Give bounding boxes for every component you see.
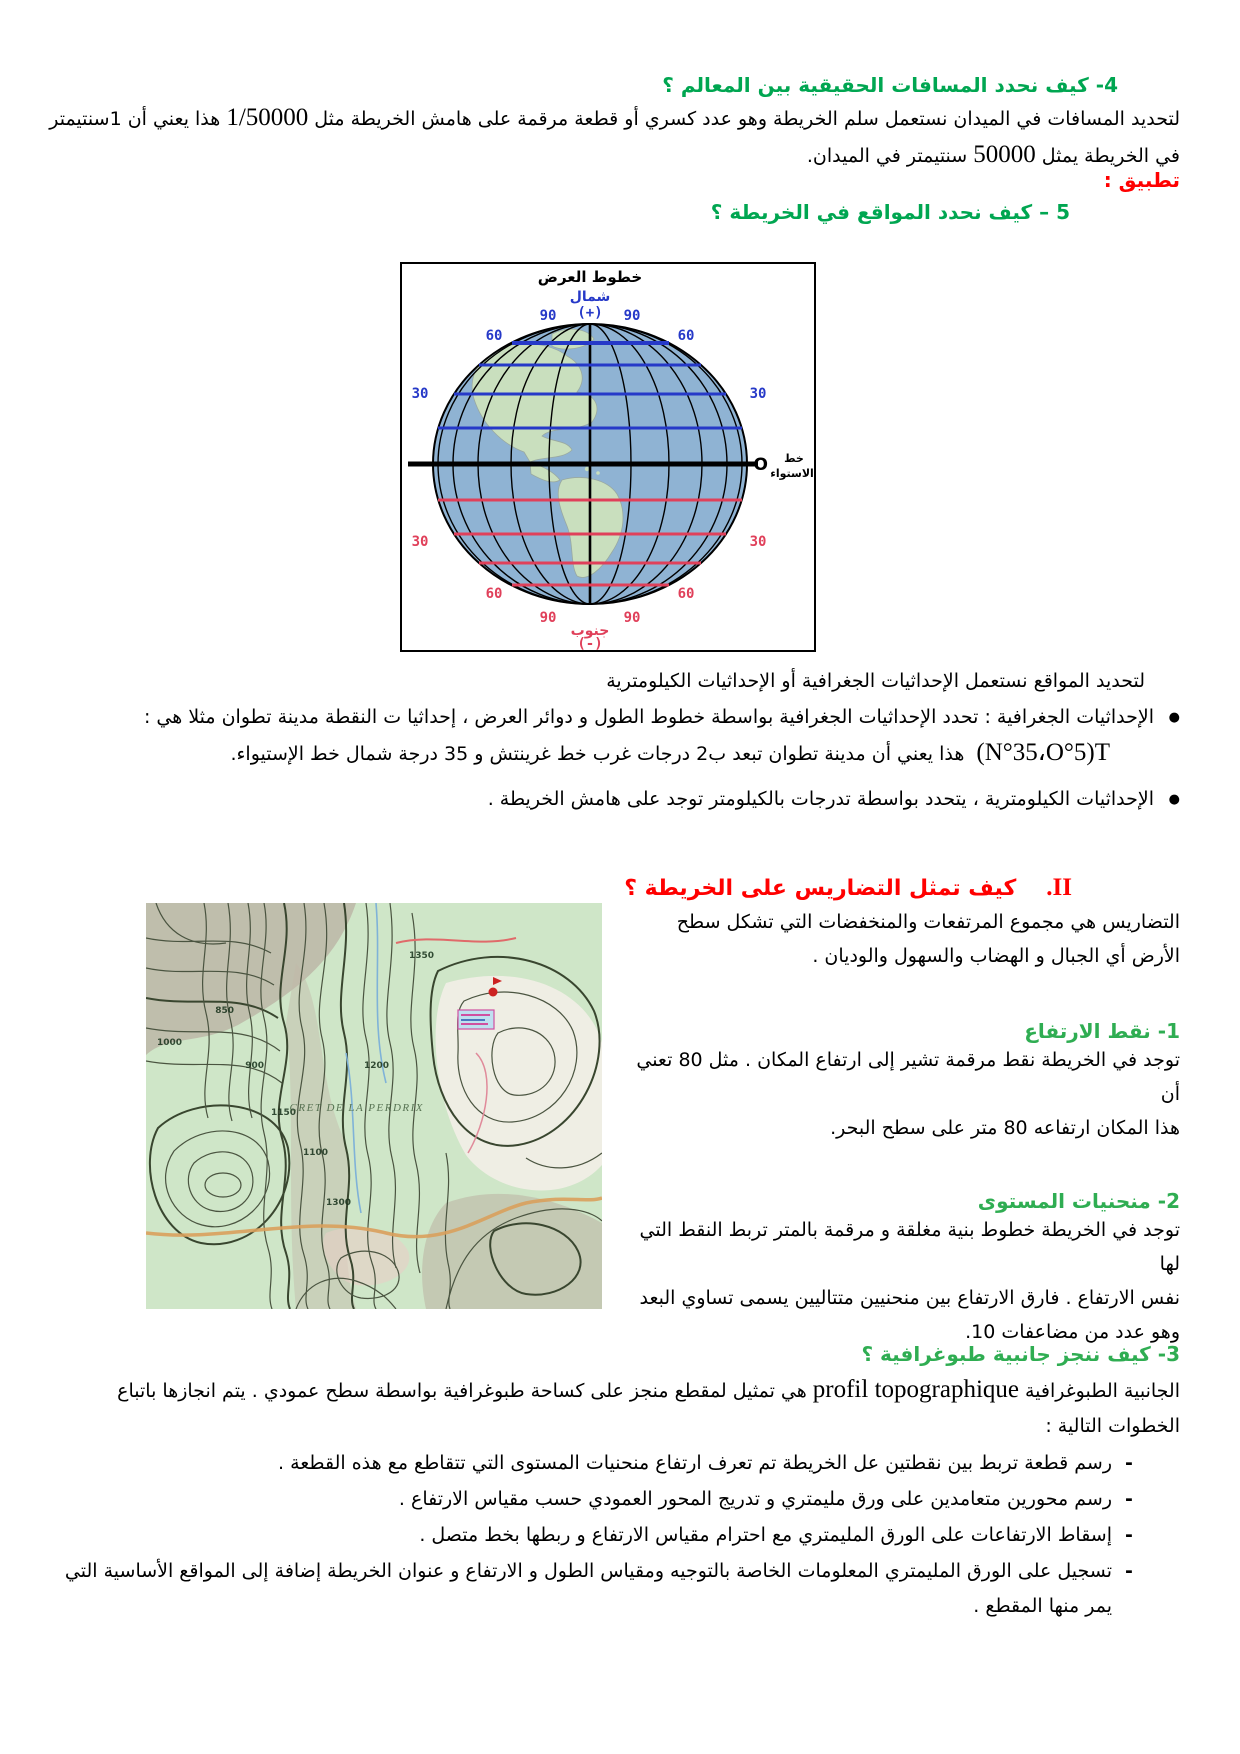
lat-30n-left: 30 (411, 386, 429, 402)
latin-term: profil topographique (812, 1376, 1019, 1403)
relief-intro: التضاريس هي مجموع المرتفعات والمنخفضات التي تشكل سطح الأرض أي الجبال و الهضاب والسهول والوديان . (676, 911, 1180, 967)
coordinate-notation: (N°35،O°5)T (976, 739, 1110, 766)
geo-coordinates-bullet: ● الإحداثيات الجغرافية : تحدد الإحداثيات الجغرافية بواسطة خطوط الطول و دوائر العرض ، إحداثيا ت النقطة مدينة تطوان مثلا هي : (40, 700, 1180, 735)
figure-title: خطوط العرض (537, 268, 643, 286)
profile-intro-line1: الجانبية الطبوغرافيةprofil topographiqueهي تمثيل لمقطع منجز على كساحة طبوغرافية بواسطة سطح عمودي . يتم انجازها باتباع (117, 1376, 1180, 1403)
north-label: شمال (569, 289, 611, 305)
section4-paragraph (49, 100, 1180, 174)
km-coordinates-bullet: ● الإحداثيات الكيلومترية ، يتحدد بواسطة تدرجات بالكيلومتر توجد على هامش الخريطة . (40, 782, 1180, 817)
profile-intro (40, 1372, 1180, 1444)
section4-line1: لتحديد المسافات في الميدان نستعمل سلم الخريطة وهو عدد كسري أو قطعة مرقمة على هامش الخريطة مثل1/50000هذا يعني أن 1سنتيمتر (49, 104, 1180, 131)
north-sign: (+) (577, 305, 603, 321)
section3-heading: 3- كيف ننجز جانبية طبوغرافية ؟ (861, 1342, 1180, 1366)
lat-60n-right: 60 (677, 328, 695, 344)
profile-steps-list (60, 1446, 1146, 1625)
list-item: - تسجيل على الورق المليمتري المعلومات الخاصة بالتوجيه ومقياس الطول و الارتفاع و عنوان الخريطة إضافة إلى المواقع الأساسية التي يمر منها المقطع . (60, 1554, 1146, 1624)
dash-marker: - (1125, 1560, 1133, 1582)
lat-90s-left: 90 (539, 610, 557, 626)
lat-30s-left: 30 (411, 534, 429, 550)
map-label-box (458, 1010, 494, 1029)
svg-text:900: 900 (245, 1061, 264, 1071)
dash-marker: - (1125, 1488, 1133, 1510)
lat-90s-right: 90 (623, 610, 641, 626)
lat-60n-left: 60 (485, 328, 503, 344)
caribbean-island (585, 467, 589, 471)
map-scale-fraction: 1/50000 (226, 104, 309, 131)
application-label: تطبيق : (1103, 168, 1180, 192)
map-peak-label: CRET DE LA PERDRIX (289, 1102, 424, 1114)
section4-heading: 4- كيف نحدد المسافات الحقيقية بين المعالم ؟ (662, 73, 1118, 97)
bullet-icon: ● (1168, 710, 1180, 725)
list-item: - رسم محورين متعامدين على ورق مليمتري و تدريج المحور العمودي حسب مقياس الارتفاع . (60, 1482, 1146, 1517)
equator-word1: خط (784, 452, 804, 465)
section2-heading: II.كيف تمثل التضاريس على الخريطة ؟ (624, 874, 1072, 901)
section5-heading: 5 – كيف نحدد المواقع في الخريطة ؟ (710, 200, 1070, 224)
svg-text:1200: 1200 (363, 1061, 389, 1071)
section4-line2: في الخريطة يمثل50000سنتيمتر في الميدان. (806, 141, 1180, 168)
svg-text:1100: 1100 (302, 1148, 328, 1158)
dash-marker: - (1125, 1524, 1133, 1546)
lat-60s-left: 60 (485, 586, 503, 602)
globe-illustration (402, 264, 814, 650)
tetouan-coordinates-line: (N°35،O°5)T هذا يعني أن مدينة تطوان تبعد ب2 درجات غرب خط غرينتش و 35 درجة شمال خط الإستيواء. (40, 735, 1116, 772)
coordinates-bullets (40, 700, 1180, 817)
profile-intro-line2: الخطوات التالية : (1045, 1415, 1180, 1437)
elevation-points-heading: 1- نقط الارتفاع (1024, 1019, 1180, 1043)
lat-90n-right: 90 (623, 308, 641, 324)
equator-zero: O (753, 455, 768, 475)
map-scale-value: 50000 (973, 141, 1036, 168)
topographic-map (146, 903, 602, 1309)
south-label: جنوب (570, 623, 610, 639)
svg-text:1000: 1000 (156, 1038, 182, 1048)
dash-marker: - (1125, 1452, 1133, 1474)
coordinates-intro: لتحديد المواقع نستعمل الإحداثيات الجغرافية أو الإحداثيات الكيلومترية (606, 670, 1145, 692)
elevation-points-body: توجد في الخريطة نقط مرقمة تشير إلى ارتفاع المكان . مثل 80 تعني أن هذا المكان ارتفاعه 80 متر على سطح البحر. (636, 1049, 1180, 1139)
svg-text:1350: 1350 (408, 951, 434, 961)
latitude-globe-figure (400, 262, 816, 652)
list-item: - رسم قطعة تربط بين نقطتين عل الخريطة تم تعرف ارتفاع منحنيات المستوى التي تتقاطع مع هذه القطعة . (60, 1446, 1146, 1481)
lat-30n-right: 30 (749, 386, 767, 402)
lat-30s-right: 30 (749, 534, 767, 550)
svg-text:850: 850 (215, 1006, 234, 1016)
list-item: - إسقاط الارتفاعات على الورق المليمتري مع احترام مقياس الارتفاع و ربطها بخط متصل . (60, 1518, 1146, 1553)
topographic-map-figure (146, 903, 602, 1309)
lat-90n-left: 90 (539, 308, 557, 324)
svg-text:1300: 1300 (325, 1198, 351, 1208)
svg-text:1150: 1150 (270, 1108, 296, 1118)
contour-lines-body: توجد في الخريطة خطوط بنية مغلقة و مرقمة بالمتر تربط النقط التي لها نفس الارتفاع . فارق الارتفاع بين منحنيين متتاليين يسمى تساوي البعد وهو عدد من مضاعفات 10. (639, 1219, 1180, 1343)
caribbean-island (596, 471, 600, 475)
lat-60s-right: 60 (677, 586, 695, 602)
bullet-icon: ● (1168, 792, 1180, 807)
relief-text-column (620, 905, 1180, 1349)
contour-lines-heading: 2- منحنيات المستوى (977, 1189, 1180, 1213)
south-sign: (-) (577, 636, 603, 650)
section2-numeral: II. (1046, 874, 1072, 901)
equator-word2: الاستواء (770, 467, 814, 480)
